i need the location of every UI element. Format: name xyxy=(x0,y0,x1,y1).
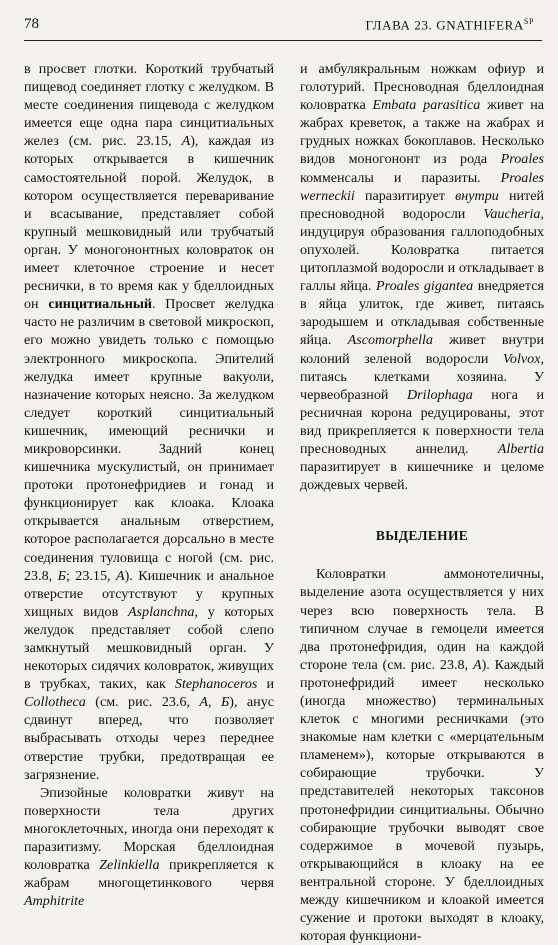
text-run: живет на жабрах креветок, а также на жабрах и грудных ножках бокоплавов. Несколько видов моногононт из рода xyxy=(300,97,544,168)
italic-term: внутри xyxy=(455,187,499,204)
italic-term: Volvox xyxy=(502,350,541,367)
text-run: ). Каждый протонефридий имеет несколько (иногда множество) терминальных клеток с многими ресничками (это знакомые нам клетки с «мерцательным пламенем»), которые открываются в собирающие трубочки. У представителей некоторых таксонов протонефридии синцитиальны. Обычно собирающие трубочки выводят свое содержимое в мочевой пузырь, открывающийся в клоаку на ее вентральной стороне. У бделлоидных между кишечником и клоакой имеется сужение и протоки выходят в клоаку, которая функциони- xyxy=(300,656,544,945)
italic-term: Б xyxy=(220,694,230,711)
text-run: в просвет глотки. Короткий трубчатый пищевод соединяет глотку с желудком. В месте соединения пищевода с желудком имеется еще одна пара синцитиальных желез (см. рис. 23.15, xyxy=(24,61,274,150)
text-run: ), каждая из которых открывается в кишечник самостоятельной порой. Желудок, в котором осуществляется переваривание и всасывание, представляет собой крупный мешковидный или трубчатый орган. У моногононтных коловраток он имеет клеточное строение и несет реснички, в то время как у бделлоидных он xyxy=(24,133,274,313)
italic-term: Drilophaga xyxy=(406,386,473,403)
italic-term: Amphitrite xyxy=(24,893,85,910)
italic-term: А xyxy=(199,694,209,711)
italic-term: А xyxy=(115,567,125,584)
italic-term: Stephanoceros xyxy=(174,676,258,693)
italic-term: Albertia xyxy=(497,440,544,457)
text-run: , питаясь клетками хозяина. У червеобразной xyxy=(300,350,544,403)
text-run: живет внутри колоний зеленой водоросли xyxy=(300,332,544,367)
left-column xyxy=(24,60,274,910)
text-run: нога и ресничная корона редуцированы, этот вид прикрепляется к поверхности тела пресноводных аннелид. xyxy=(300,386,545,457)
italic-term: Collotheca xyxy=(24,694,86,711)
running-head-text: ГЛАВА 23. GNATHIFERA xyxy=(365,17,524,33)
italic-term: Asplanchna xyxy=(127,603,195,620)
text-run: Эпизойные коловратки живут на поверхности тела других многоклеточных, иногда они переходят к паразитизму. Морская бделлоидная коловратка xyxy=(24,784,274,874)
text-run: . Просвет желудка часто не различим в световой микроскоп, его можно увидеть только с помощью электронного микроскопа. Эпителий желудка имеет крупные вакуоли, назначение которых неясно. За желудком следует короткий синцитиальный кишечник, имеющий реснички и микроворсинки. Задний конец кишечника мускулистый, он принимает протоки протонефридиев и гонад и функционирует как клоака. Клоака открывается анальным отверстием, которое располагается дорсально в месте соединения туловища с ногой (см. рис. 23.8, xyxy=(24,296,274,584)
page-header xyxy=(24,14,542,41)
paragraph xyxy=(24,784,274,911)
text-run: , у которых желудок представляет собой слепо замкнутый мешковидный орган. У некоторых сидячих коловраток, живущих в трубках, таких, как xyxy=(24,603,274,693)
text-run: прикрепляется к жабрам многощетинкового червя xyxy=(24,857,274,892)
italic-term: А xyxy=(472,656,482,673)
text-run: нитей пресноводной водоросли xyxy=(300,187,544,222)
text-run: паразитирует в кишечнике и целоме дождевых червей. xyxy=(300,459,544,494)
paragraph xyxy=(300,60,544,494)
paragraph xyxy=(300,565,544,945)
text-run: ). Кишечник и анальное отверстие отсутствуют у крупных хищных видов xyxy=(24,567,274,620)
italic-term: Zelinkiella xyxy=(99,857,160,874)
text-run: и амбулякральным ножкам офиур и голотурий. Пресноводная бделлоидная коловратка xyxy=(300,61,544,114)
italic-term: Embata parasitica xyxy=(372,97,481,114)
text-run: , xyxy=(208,694,221,711)
text-run: и xyxy=(257,676,274,693)
text-run: , индуцируя образования галлоподобных опухолей. Коловратка питается цитоплазмой водоросли и откладывает в галлы яйца. xyxy=(300,205,544,295)
italic-term: Ascomorphella xyxy=(347,332,433,349)
text-run: комменсалы и паразиты. xyxy=(300,169,501,186)
text-run: паразитирует xyxy=(354,187,456,204)
text-run: (см. рис. 23.6, xyxy=(85,694,200,711)
italic-term: Proales xyxy=(500,151,544,168)
italic-term: Б xyxy=(57,567,66,584)
paragraph xyxy=(24,60,274,784)
text-run: Коловратки аммонотеличны, выделение азота осуществляется у них через всю поверхность тела. В типичном случае в гемоцели имеется два протонефридия, один на каждой стороне тела (см. рис. 23.8, xyxy=(300,566,544,673)
page-number: 78 xyxy=(24,16,39,32)
italic-term: Vaucheria xyxy=(483,205,541,222)
italic-term: Proales werneckii xyxy=(300,169,544,204)
section-heading: ВЫДЕЛЕНИЕ xyxy=(375,528,469,544)
italic-term: Proales gigantea xyxy=(376,278,474,295)
bold-term: синцитиальный xyxy=(48,296,152,313)
right-column xyxy=(300,60,544,945)
running-head-superscript: SP xyxy=(523,17,534,26)
text-run: ; 23.15, xyxy=(65,567,116,584)
text-run: внедряется в яйца улиток, где живет, питаясь зародышем и откладывая собственные яйца. xyxy=(300,278,544,349)
italic-term: А xyxy=(181,133,191,150)
text-run: ), анус сдвинут вперед, что позволяет выбрасывать отходы через переднее отверстие трубки, предотвращая ее загрязнение. xyxy=(24,694,275,783)
running-head xyxy=(366,17,534,33)
